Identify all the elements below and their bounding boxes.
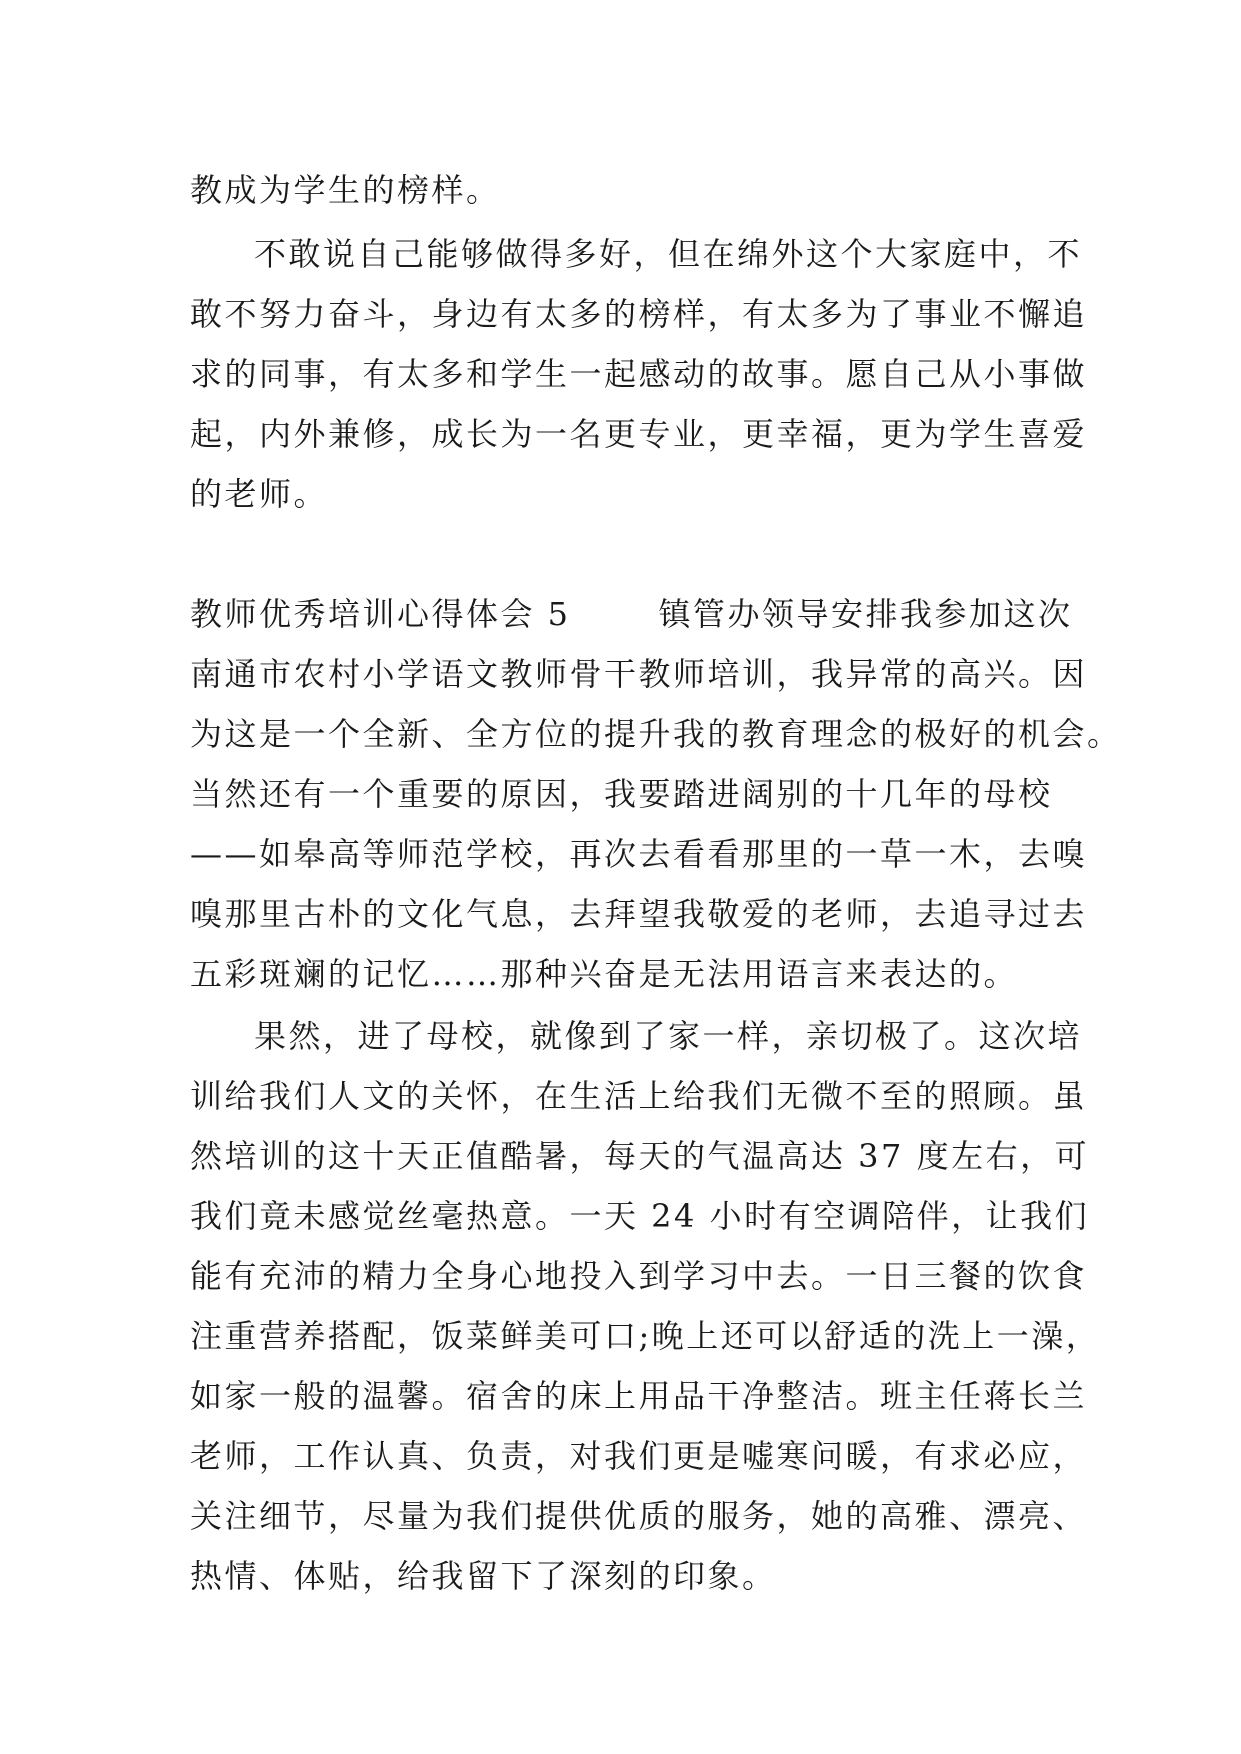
text-line: 然培训的这十天正值酷暑，每天的气温高达 37 度左右，可 <box>190 1137 1090 1175</box>
text-line: 教成为学生的榜样。 <box>190 171 501 209</box>
text-line: 能有充沛的精力全身心地投入到学习中去。一日三餐的饮食 <box>190 1257 1088 1295</box>
text-line: ——如皋高等师范学校，再次去看看那里的一草一木，去嗅 <box>190 835 1088 873</box>
text-line: 敢不努力奋斗，身边有太多的榜样，有太多为了事业不懈追 <box>190 295 1088 333</box>
text-line: 如家一般的温馨。宿舍的床上用品干净整洁。班主任蒋长兰 <box>190 1377 1088 1415</box>
section-heading: 教师优秀培训心得体会 5 <box>190 595 571 633</box>
text-line: 起，内外兼修，成长为一名更专业，更幸福，更为学生喜爱 <box>190 415 1088 453</box>
text-line: 的老师。 <box>190 475 329 513</box>
text-line: 果然，进了母校，就像到了家一样，亲切极了。这次培 <box>254 1017 1083 1055</box>
text-line: 不敢说自己能够做得多好，但在绵外这个大家庭中，不 <box>254 235 1083 273</box>
text-line: 嗅那里古朴的文化气息，去拜望我敬爱的老师，去追寻过去 <box>190 895 1088 933</box>
text-line: 热情、体贴，给我留下了深刻的印象。 <box>190 1557 777 1595</box>
section-heading-line <box>190 594 1073 634</box>
text-line: 注重营养搭配，饭菜鲜美可口;晚上还可以舒适的洗上一澡， <box>190 1317 1101 1355</box>
text-line: 为这是一个全新、全方位的提升我的教育理念的极好的机会。 <box>190 715 1122 753</box>
text-line: 当然还有一个重要的原因，我要踏进阔别的十几年的母校 <box>190 775 1053 813</box>
text-line: 五彩斑斓的记忆……那种兴奋是无法用语言来表达的。 <box>190 955 1019 993</box>
section-first-line: 镇管办领导安排我参加这次 <box>658 595 1073 633</box>
text-line: 求的同事，有太多和学生一起感动的故事。愿自己从小事做 <box>190 355 1088 393</box>
text-line: 我们竟未感觉丝毫热意。一天 24 小时有空调陪伴，让我们 <box>190 1197 1090 1235</box>
text-line: 南通市农村小学语文教师骨干教师培训，我异常的高兴。因 <box>190 655 1088 693</box>
text-line: 老师，工作认真、负责，对我们更是嘘寒问暖，有求必应， <box>190 1437 1088 1475</box>
text-line: 训给我们人文的关怀，在生活上给我们无微不至的照顾。虽 <box>190 1077 1088 1115</box>
text-line: 关注细节，尽量为我们提供优质的服务，她的高雅、漂亮、 <box>190 1497 1088 1535</box>
